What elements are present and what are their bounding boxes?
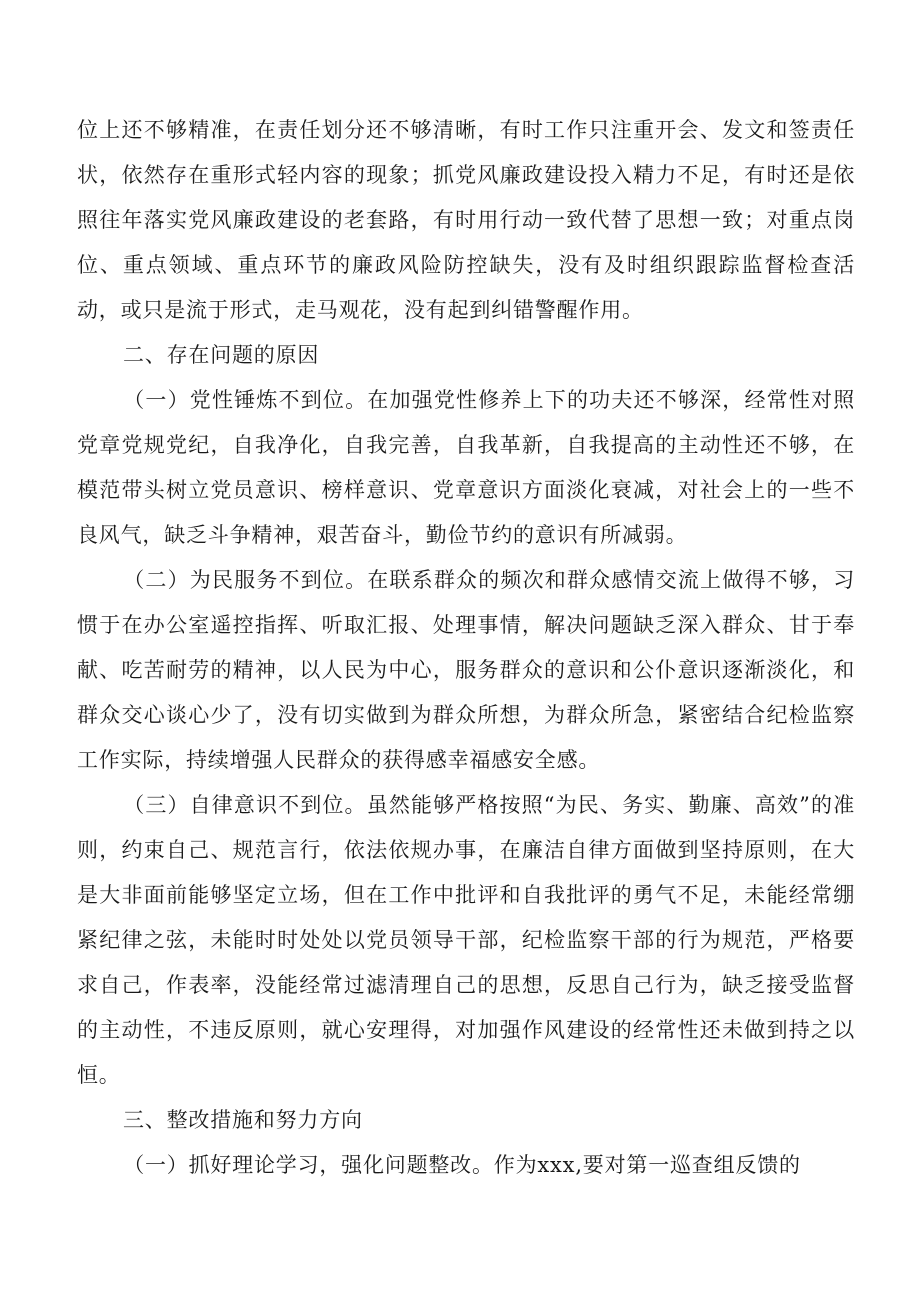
section-heading-2: 二、存在问题的原因 — [123, 343, 320, 367]
paragraph-self-discipline: （三）自律意识不到位。虽然能够严格按照“为民、务实、勤廉、高效”的准则，约束自己、规范言行，依法依规办事，在廉洁自律方面做到坚持原则，在大是大非面前能够坚定立场，但在工作中批评和自我批评的勇气不足，未能经常绷紧纪律之弦，未能时时处处以党员领导干部，纪检监察干部的行为规范，严格要求自己，作表率，没能经常过滤清理自己的思想，反思自己行为，缺乏接受监督的主动性，不违反原则，就心安理得，对加强作风建设的经常性还未做到持之以恒。 — [77, 793, 855, 1087]
section-heading-3: 三、整改措施和努力方向 — [123, 1108, 363, 1132]
paragraph-serve-people: （二）为民服务不到位。在联系群众的频次和群众感情交流上做得不够，习惯于在办公室遥控指挥、听取汇报、处理事情，解决问题缺乏深入群众、甘于奉献、吃苦耐劳的精神，以人民为中心，服务群众的意识和公仆意识逐渐淡化，和群众交心谈心少了，没有切实做到为群众所想，为群众所急，紧密结合纪检监察工作实际，持续增强人民群众的获得感幸福感安全感。 — [77, 568, 855, 772]
paragraph-theory-study: （一）抓好理论学习，强化问题整改。作为xxx,要对第一巡查组反馈的 — [123, 1153, 801, 1177]
document-body — [77, 108, 855, 1188]
paragraph-party-spirit: （一）党性锤炼不到位。在加强党性修养上下的功夫还不够深，经常性对照党章党规党纪，自我净化，自我完善，自我革新，自我提高的主动性还不够，在模范带头树立党员意识、榜样意识、党章意识方面淡化衰减，对社会上的一些不良风气，缺乏斗争精神，艰苦奋斗，勤俭节约的意识有所减弱。 — [77, 388, 855, 547]
paragraph-continued: 位上还不够精准，在责任划分还不够清晰，有时工作只注重开会、发文和签责任状，依然存在重形式轻内容的现象；抓党风廉政建设投入精力不足，有时还是依照往年落实党风廉政建设的老套路，有时用行动一致代替了思想一致；对重点岗位、重点领域、重点环节的廉政风险防控缺失，没有及时组织跟踪监督检查活动，或只是流于形式，走马观花，没有起到纠错警醒作用。 — [77, 118, 855, 322]
